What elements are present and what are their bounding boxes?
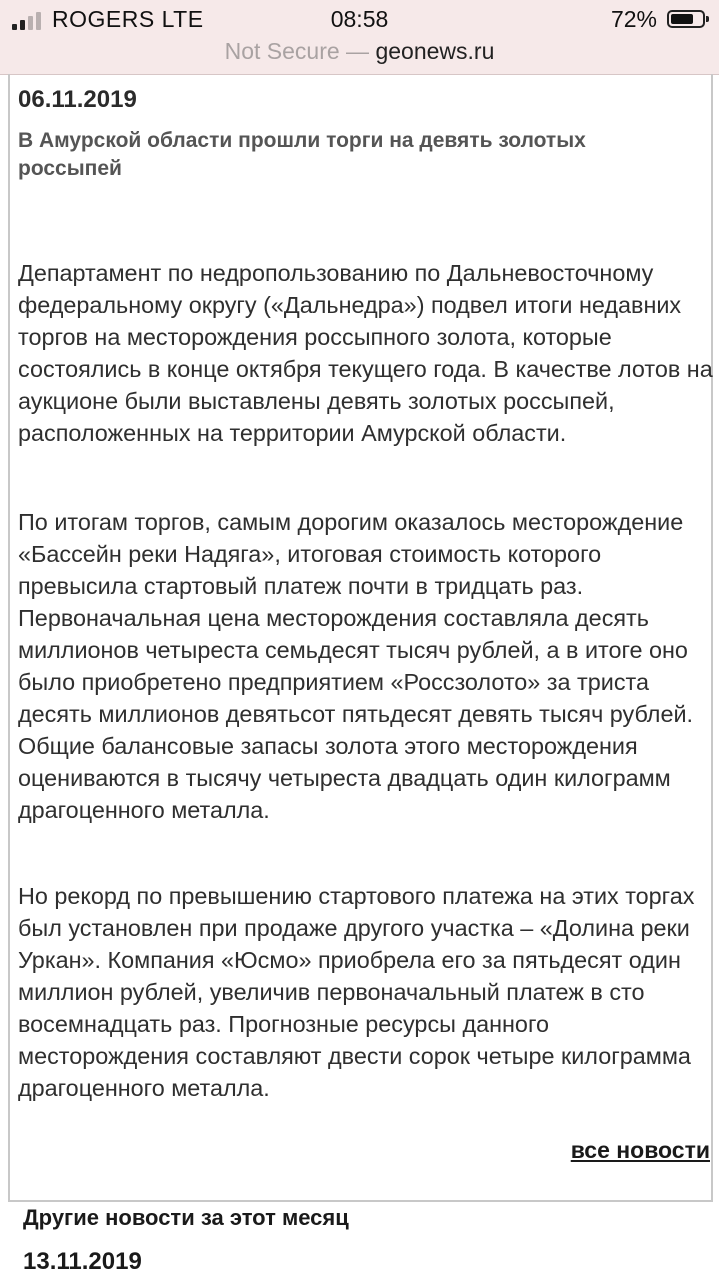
article-paragraph: По итогам торгов, самым дорогим оказалось месторождение «Бассейн реки Надяга», итоговая стоимость которого превысила стартовый платеж почти в тридцать раз. Первоначальная цена месторождения составляла десять миллионов четыреста семьдесят тысяч рублей, а в итоге оно было приобретено предприятием «Россзолото» за триста десять миллионов девятьсот пятьдесят девять тысяч рублей. Общие балансовые запасы золота этого месторождения оцениваются в тысячу четыреста двадцать один килограмм драгоценного металла.: [18, 509, 694, 823]
news-date: 13.11.2019: [23, 1248, 142, 1275]
article-paragraph: Но рекорд по превышению стартового платежа на этих торгах был установлен при продаже другого участка – «Долина реки Уркан». Компания «Юсмо» приобрела его за пятьдесят один миллион рублей, увеличив первоначальный платеж в сто восемнадцать раз. Прогнозные ресурсы данного месторождения составляют двести сорок четыре килограмма драгоценного металла.: [18, 883, 695, 1101]
article-date: 06.11.2019: [18, 86, 137, 113]
status-bar: [0, 0, 719, 38]
url-host: geonews.ru: [375, 38, 495, 64]
address-bar[interactable]: [0, 38, 719, 65]
browser-chrome: [0, 0, 719, 75]
all-news-link[interactable]: все новости: [570, 1137, 710, 1163]
battery-icon: [667, 10, 705, 28]
battery-percent: 72%: [610, 6, 657, 32]
clock: 08:58: [330, 6, 389, 32]
article-title: В Амурской области прошли торги на девять золотых россыпей: [18, 129, 586, 180]
article-paragraph: Департамент по недропользованию по Дальневосточному федеральному округу («Дальнедра») подвел итоги недавних торгов на месторождения россыпного золота, которые состоялись в конце октября текущего года. В качестве лотов на аукционе были выставлены девять золотых россыпей, расположенных на территории Амурской области.: [18, 260, 713, 446]
carrier-label: ROGERS LTE: [52, 6, 204, 32]
battery-level: [671, 14, 693, 24]
security-indicator: Not Secure —: [224, 38, 370, 64]
other-news-heading: Другие новости за этот месяц: [23, 1205, 349, 1230]
